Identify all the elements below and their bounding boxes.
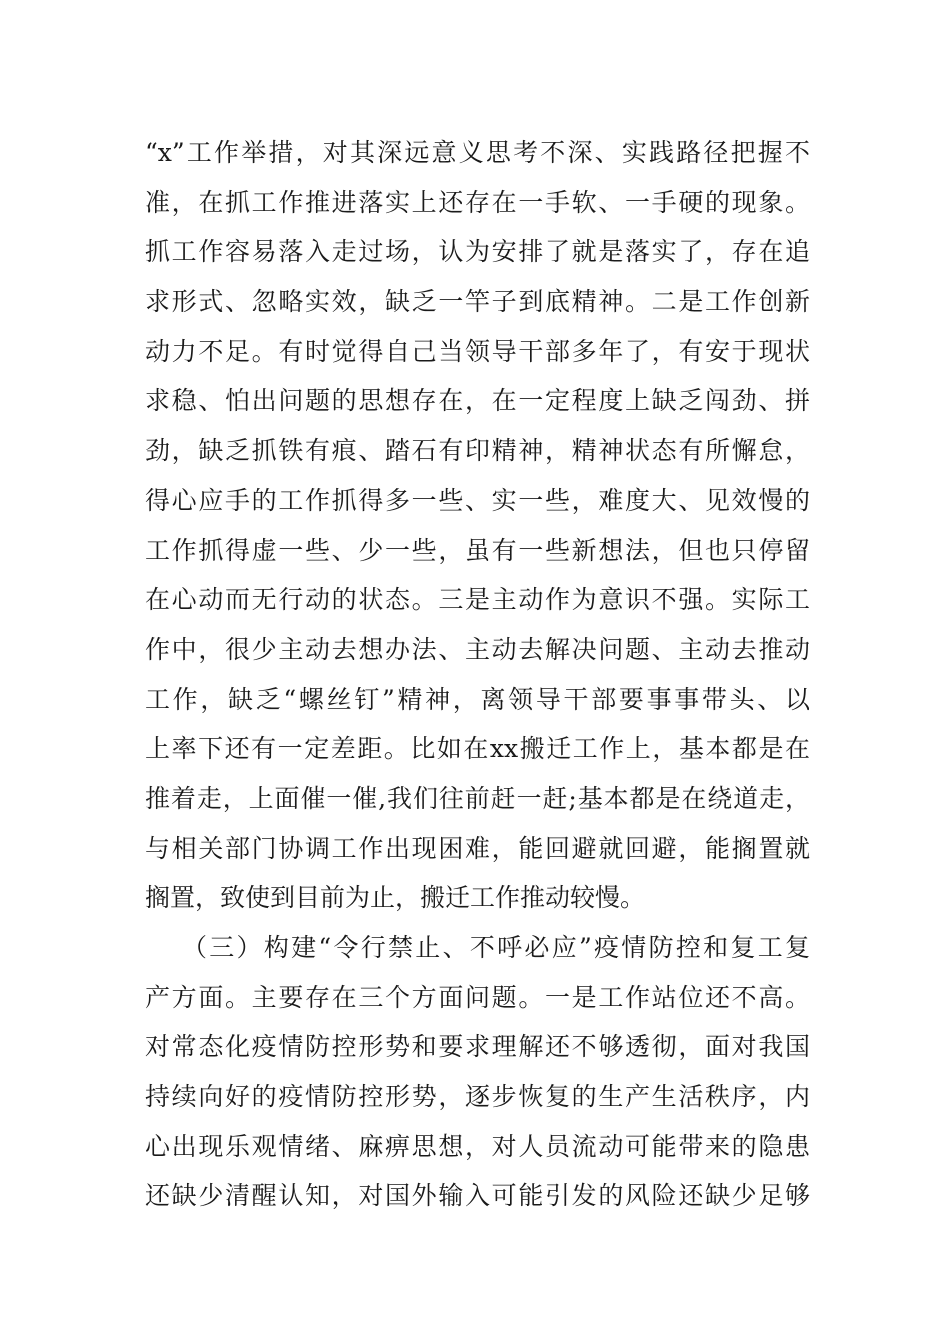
text-line: 工作抓得虚一些、少一些，虽有一些新想法，但也只停留 xyxy=(145,535,810,565)
text-line: “x”工作举措，对其深远意义思考不深、实践路径把握不 xyxy=(145,138,810,167)
text-line: 准，在抓工作推进落实上还存在一手软、一手硬的现象。 xyxy=(145,187,810,217)
paragraph-end-line: 搁置，致使到目前为止，搬迁工作推动较慢。 xyxy=(145,883,646,913)
section-heading-line: （三）构建“令行禁止、不呼必应”疫情防控和复工复 xyxy=(182,933,810,962)
text-line: 动力不足。有时觉得自己当领导干部多年了，有安于现状 xyxy=(145,336,810,366)
text-line: 抓工作容易落入走过场，认为安排了就是落实了，存在追 xyxy=(145,237,810,267)
text-line: 还缺少清醒认知，对国外输入可能引发的风险还缺少足够 xyxy=(145,1181,810,1211)
text-line: 心出现乐观情绪、麻痹思想，对人员流动可能带来的隐患 xyxy=(145,1131,810,1161)
text-line: 与相关部门协调工作出现困难，能回避就回避，能搁置就 xyxy=(145,833,810,863)
text-line: 作中，很少主动去想办法、主动去解决问题、主动去推动 xyxy=(145,634,810,664)
text-line: 得心应手的工作抓得多一些、实一些，难度大、见效慢的 xyxy=(145,485,810,515)
text-line: 在心动而无行动的状态。三是主动作为意识不强。实际工 xyxy=(145,585,810,615)
text-line: 求形式、忽略实效，缺乏一竿子到底精神。二是工作创新 xyxy=(145,287,810,317)
text-line: 上率下还有一定差距。比如在xx搬迁工作上，基本都是在 xyxy=(145,734,810,764)
text-line: 对常态化疫情防控形势和要求理解还不够透彻，面对我国 xyxy=(145,1032,810,1062)
text-line: 求稳、怕出问题的思想存在，在一定程度上缺乏闯劲、拼 xyxy=(145,386,810,416)
text-line: 产方面。主要存在三个方面问题。一是工作站位还不高。 xyxy=(145,982,810,1012)
text-line: 推着走，上面催一催,我们往前赶一赶;基本都是在绕道走， xyxy=(145,783,810,813)
body-text xyxy=(145,128,810,1221)
text-line: 持续向好的疫情防控形势，逐步恢复的生产生活秩序，内 xyxy=(145,1082,810,1112)
text-line: 劲，缺乏抓铁有痕、踏石有印精神，精神状态有所懈怠， xyxy=(145,436,810,466)
text-line: 工作，缺乏“螺丝钉”精神，离领导干部要事事带头、以 xyxy=(145,684,810,714)
